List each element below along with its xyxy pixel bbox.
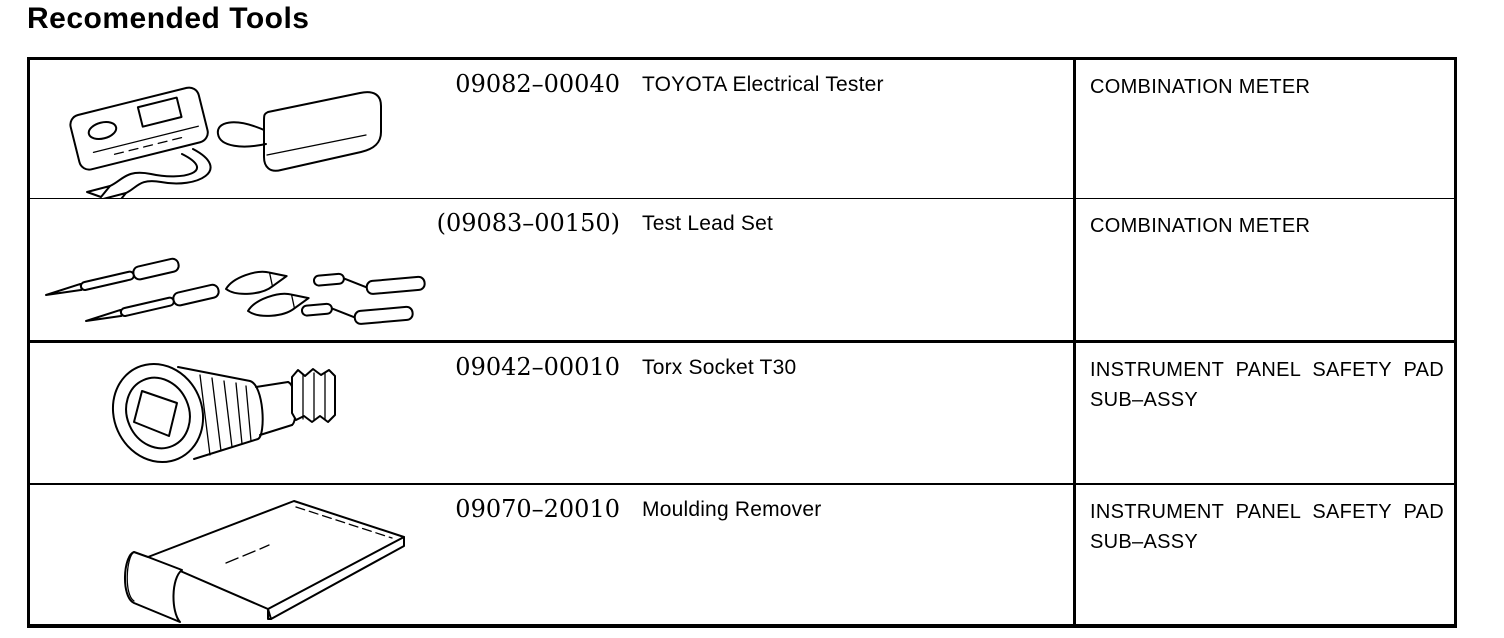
tool-cell (30, 60, 1076, 198)
table-row (30, 340, 1454, 483)
application-text: INSTRUMENT PANEL SAFETY PAD SUB–ASSY (1090, 501, 1444, 553)
application-text: INSTRUMENT PANEL SAFETY PAD SUB–ASSY (1090, 359, 1444, 411)
application-text: COMBINATION METER (1090, 76, 1311, 98)
tool-cell (30, 199, 1076, 340)
part-number: (09083–00150) (436, 209, 620, 237)
test-lead-set-illustration (30, 199, 430, 340)
tool-name: Test Lead Set (642, 212, 774, 235)
electrical-tester-illustration (30, 60, 430, 198)
tool-illustration-box (30, 199, 430, 340)
page-title: Recomended Tools (27, 2, 310, 35)
tool-name: TOYOTA Electrical Tester (642, 73, 884, 96)
recommended-tools-table (27, 57, 1457, 628)
part-number: 09070–20010 (455, 495, 620, 523)
application-cell (1076, 199, 1454, 340)
tool-name: Torx Socket T30 (642, 356, 797, 379)
moulding-remover-illustration (30, 485, 430, 624)
table-row (30, 483, 1454, 624)
torx-socket-illustration (30, 343, 430, 483)
tool-illustration-box (30, 343, 430, 483)
part-number: 09082–00040 (455, 70, 620, 98)
tool-illustration-box (30, 60, 430, 198)
application-cell (1076, 343, 1454, 483)
part-number: 09042–00010 (455, 353, 620, 381)
tool-illustration-box (30, 485, 430, 624)
application-text: COMBINATION METER (1090, 215, 1311, 237)
table-row (30, 60, 1454, 198)
application-cell (1076, 485, 1454, 624)
tool-cell (30, 485, 1076, 624)
application-cell (1076, 60, 1454, 198)
tool-cell (30, 343, 1076, 483)
table-row (30, 198, 1454, 340)
tool-name: Moulding Remover (642, 498, 822, 521)
